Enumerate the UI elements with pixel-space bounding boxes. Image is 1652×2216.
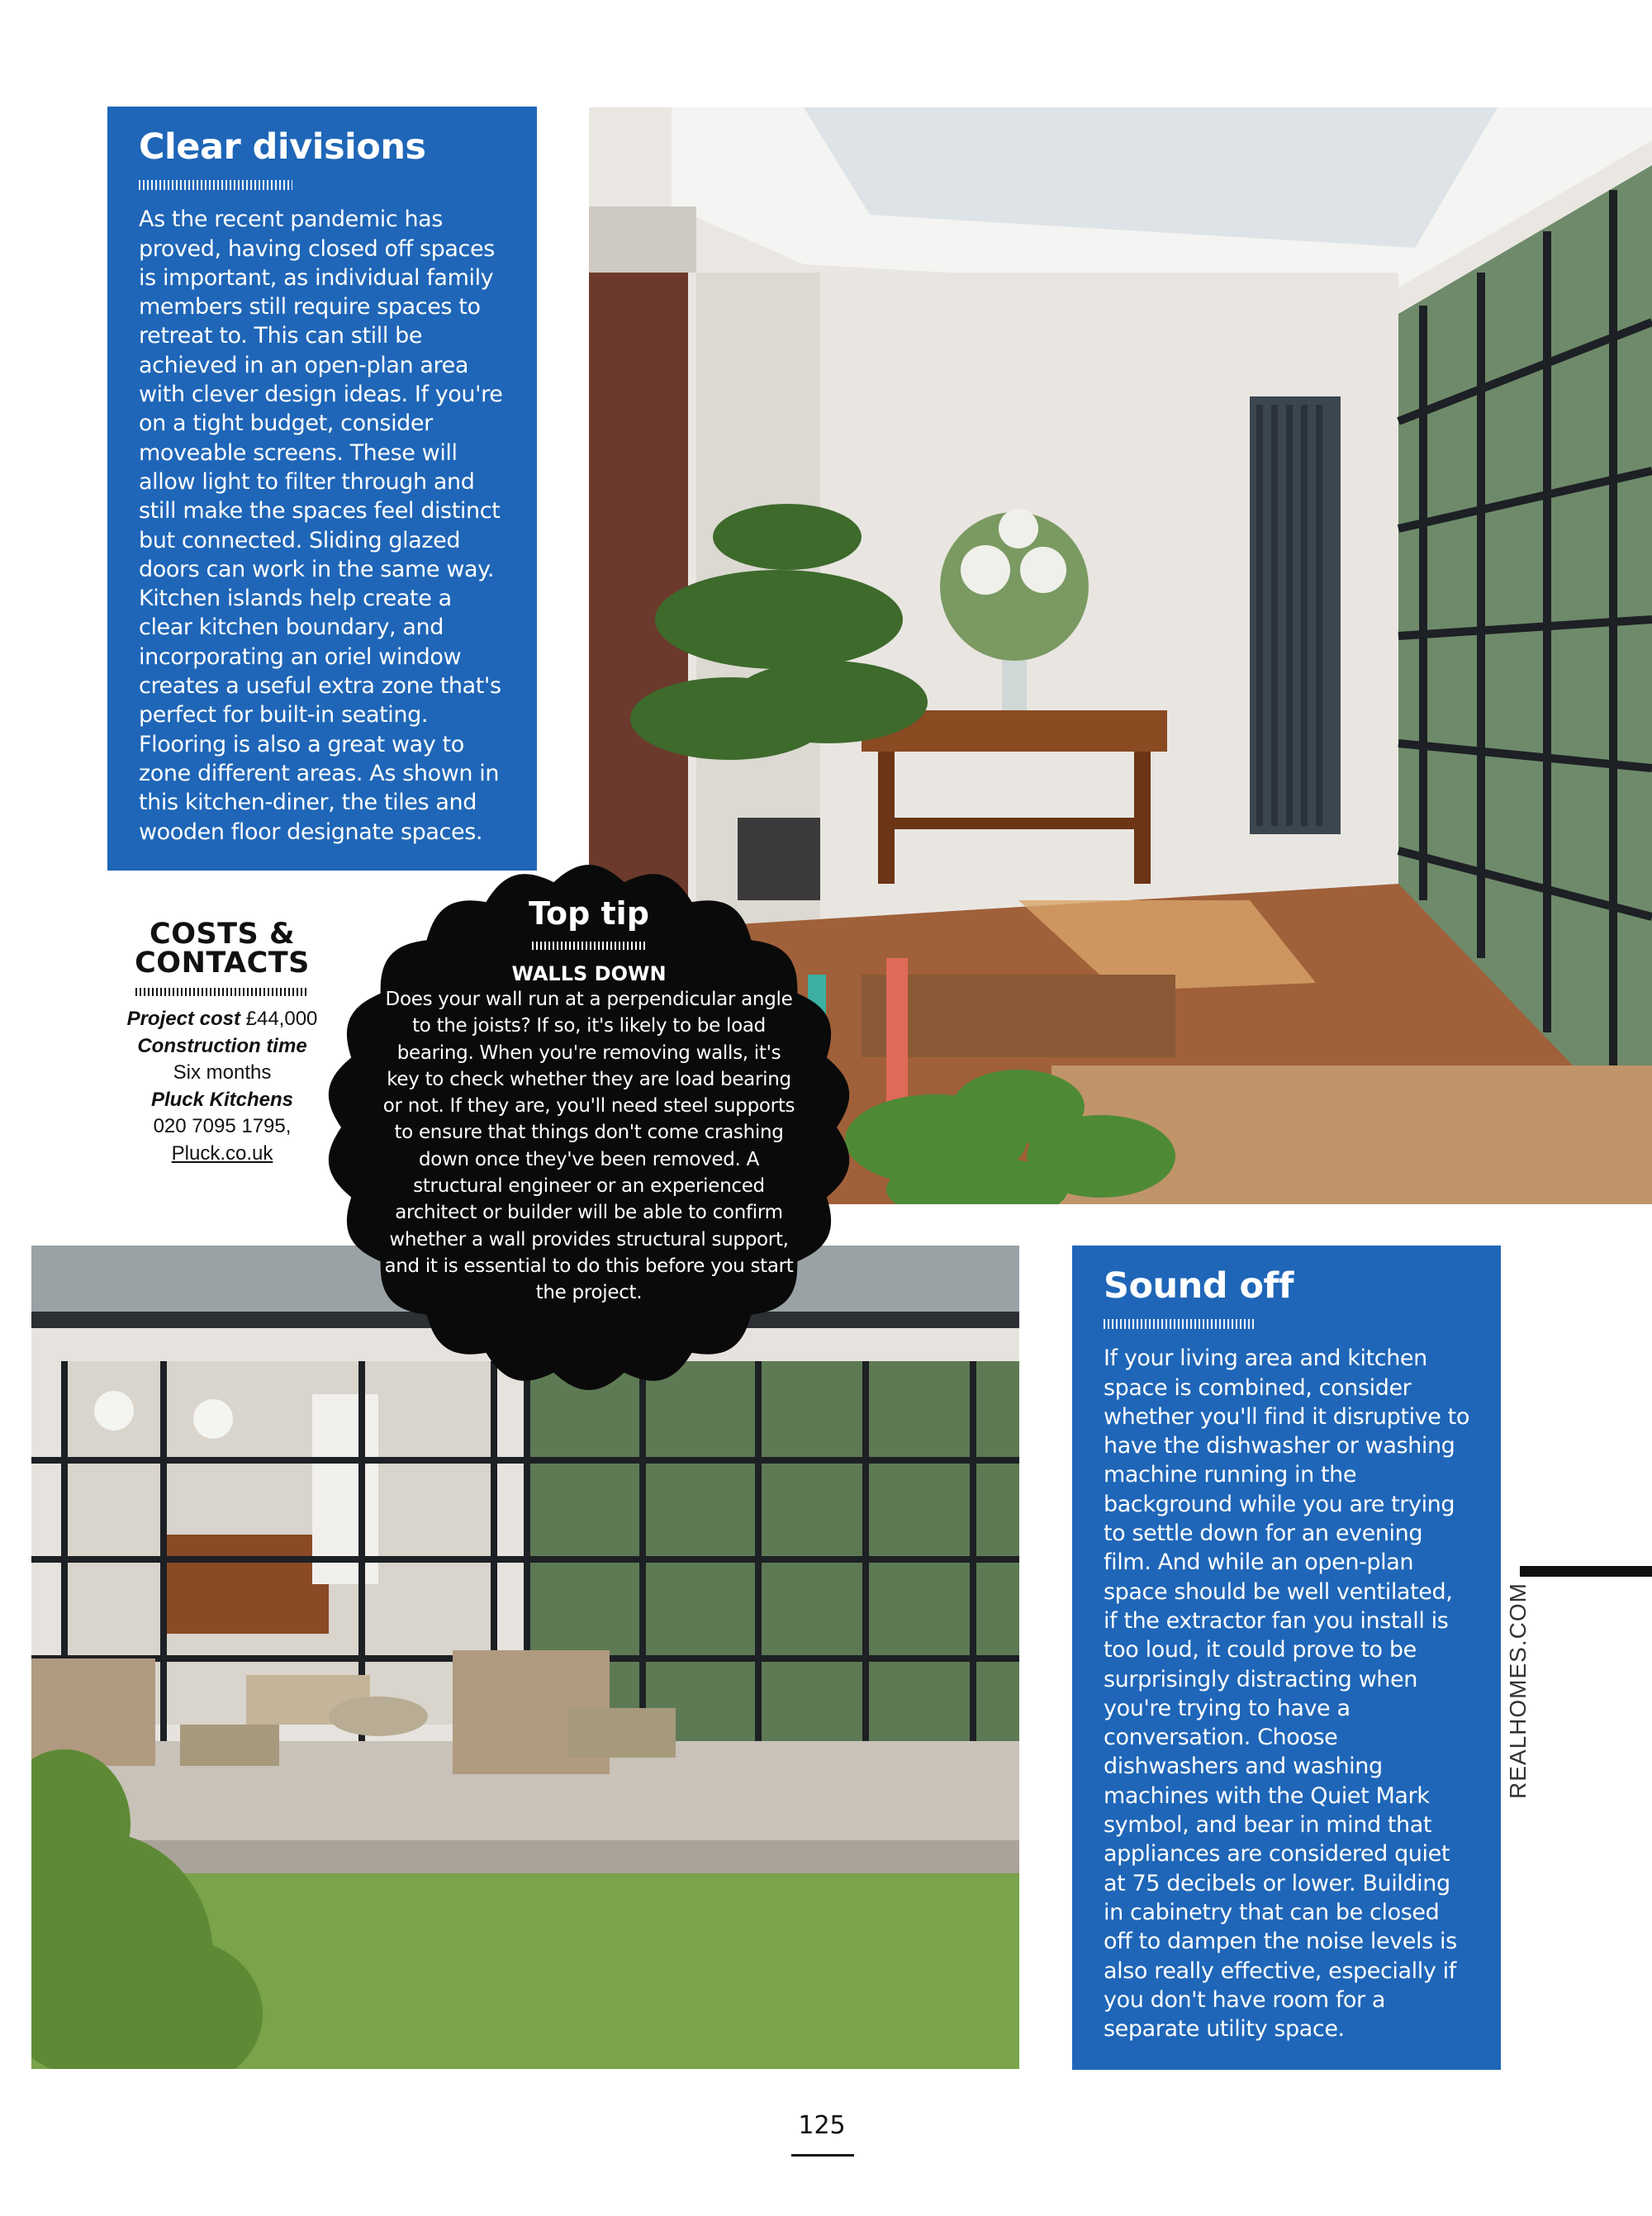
top-tip-divider xyxy=(532,942,646,950)
project-cost-value: £44,000 xyxy=(245,1008,318,1030)
sound-off-body: If your living area and kitchen space is combined, consider whether you'll find it disruptive to have the dishwasher or washing machine running in the background while you are trying to settle down for an evening film. And while an open-plan space should be well ventilated, if the extractor fan you install is too loud, it could prove to be surprisingly distracting when you're trying to have a conversation. Choose dishwashers and washing machines with the Quiet Mark symbol, and bear in mind that appliances are considered quiet at 75 decibels or lower. Building in cabinetry that can be closed off to dampen the noise levels is also really effective, especially if you don't have room for a separate utility space. xyxy=(1104,1345,1469,2043)
costs-title xyxy=(97,920,347,978)
construction-time-value: Six months xyxy=(173,1061,272,1084)
top-tip-body: Does your wall run at a perpendicular angle to the joists? If so, it's likely to be load bearing. When you're removing walls, it's key to check whether they are load bearing or not. If they are, you'll need steel supports to ensure that things don't come crashing down once they've been removed. A structural engineer or an experienced architect or builder will be able to confirm whether a wall provides structural support, and it is essential to do this before you start the project. xyxy=(382,989,795,1304)
costs-title-line2: CONTACTS xyxy=(135,947,310,980)
costs-divider xyxy=(135,988,309,996)
clear-divisions-body: As the recent pandemic has proved, having closed off spaces is important, as individual family members still require spaces to retreat to. This can still be achieved in an open-plan area with clever design ideas. If you're on a tight budget, consider moveable screens. These will allow light to filter through and still make the spaces feel distinct but connected. Sliding glazed doors can work in the same way. Kitchen islands help create a clear kitchen boundary, and incorporating an oriel window creates a useful extra zone that's perfect for built-in seating. Flooring is also a great way to zone different areas. As shown in this kitchen-diner, the tiles and wooden floor designate spaces. xyxy=(139,206,503,845)
company-name: Pluck Kitchens xyxy=(150,1088,294,1111)
top-tip-badge xyxy=(320,859,857,1396)
project-cost-label: Project cost xyxy=(126,1008,240,1030)
company-phone: 020 7095 1795, xyxy=(153,1115,292,1137)
side-tab-bar xyxy=(1520,1566,1652,1577)
page-number: 125 xyxy=(798,2111,846,2140)
title-divider xyxy=(139,180,292,190)
top-tip-content xyxy=(378,894,800,1307)
sound-off-panel xyxy=(1072,1246,1501,2070)
construction-time-label: Construction time xyxy=(137,1034,307,1057)
website-side-label: REALHOMES.COM xyxy=(1505,1583,1531,1799)
page-number-underline xyxy=(791,2154,854,2157)
clear-divisions-title: Clear divisions xyxy=(139,126,426,168)
company-website-link[interactable]: Pluck.co.uk xyxy=(171,1141,273,1165)
top-tip-title: Top tip xyxy=(529,895,649,932)
sound-off-title: Sound off xyxy=(1104,1265,1294,1307)
title-divider xyxy=(1104,1319,1256,1329)
clear-divisions-panel xyxy=(107,107,537,871)
project-cost-line xyxy=(97,1006,347,1033)
costs-contacts-panel xyxy=(97,920,347,1167)
top-tip-subtitle: WALLS DOWN xyxy=(511,962,667,985)
costs-title-line1: COSTS & xyxy=(150,918,295,951)
